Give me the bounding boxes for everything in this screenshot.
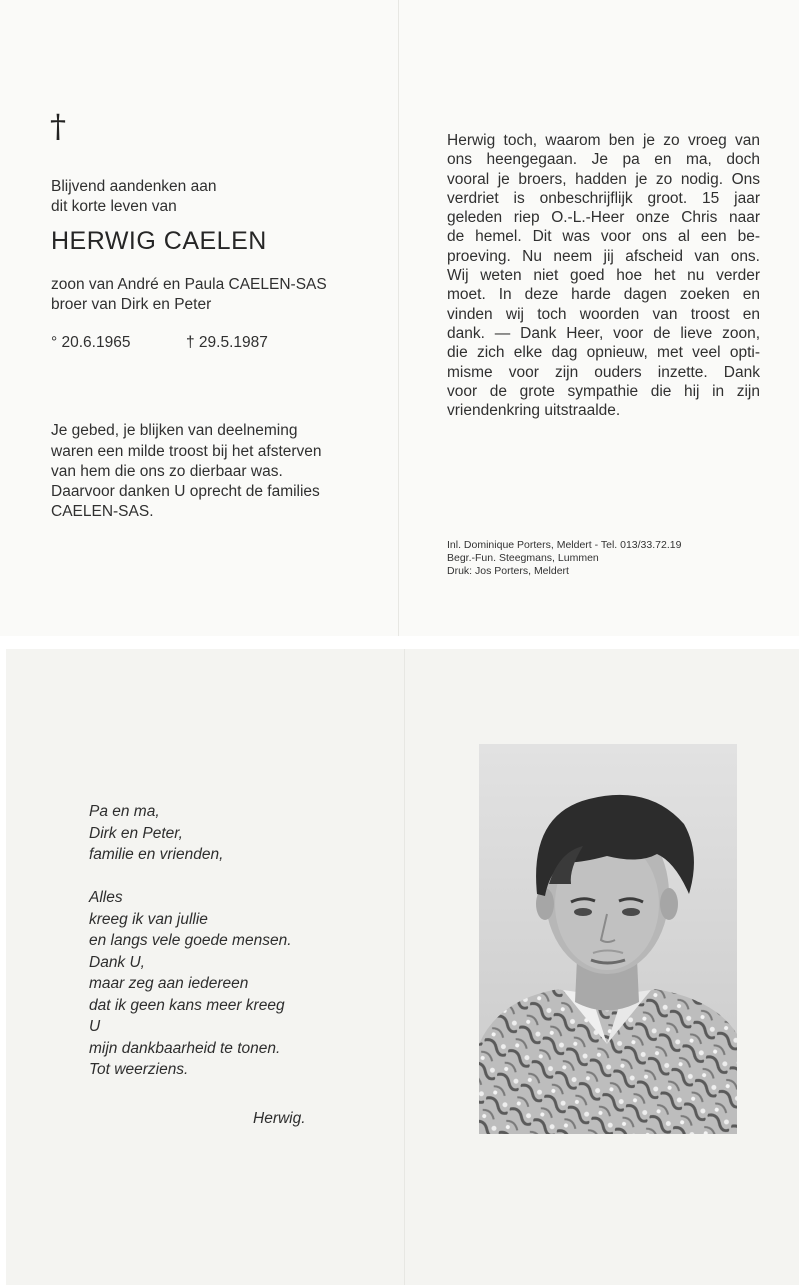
cross-icon: † [50, 107, 66, 145]
message-line: vooral je broers, hadden je zo nodig. Ons [447, 170, 760, 188]
thanks-line-5: CAELEN-SAS. [51, 503, 154, 520]
message-line: proeving. Nu neem jij afscheid van ons. [447, 247, 760, 265]
deceased-name: HERWIG CAELEN [51, 227, 267, 255]
printer-credits [447, 539, 681, 578]
farewell-poem [89, 801, 292, 1081]
poem-line: mijn dankbaarheid te tonen. [89, 1039, 281, 1057]
poem-line: kreeg ik van jullie [89, 910, 208, 928]
message-line: ons heengegaan. Je pa en ma, doch [447, 151, 760, 169]
message-line: Herwig toch, waarom ben je zo vroeg van [447, 132, 760, 149]
intro-line-1: Blijvend aandenken aan [51, 178, 217, 195]
portrait-photo [479, 744, 737, 1134]
portrait-photo-image [479, 744, 737, 1134]
poem-line: U [89, 1018, 101, 1035]
message-line: dank. — Dank Heer, voor de lieve zoon, [447, 324, 760, 342]
thanks-line-3: van hem die ons zo dierbaar was. [51, 463, 283, 480]
memorial-message [447, 131, 760, 420]
fold-line [404, 649, 405, 1285]
message-line: voor de grote sympathie die hij in zijn [447, 382, 760, 400]
message-line: Wij weten niet goed hoe het nu verder [447, 267, 760, 285]
poem-line: en langs vele goede mensen. [89, 932, 292, 949]
message-line: vriendenkring uitstraalde. [447, 402, 621, 420]
thanks-line-4: Daarvoor danken U oprecht de families [51, 483, 320, 500]
intro-line-2: dit korte leven van [51, 198, 177, 215]
poem-line: dat ik geen kans meer kreeg [89, 996, 285, 1014]
birth-date: ° 20.6.1965 [51, 334, 131, 351]
credit-line: Druk: Jos Porters, Meldert [447, 565, 569, 577]
thanks-line-2: waren een milde troost bij het afsterven [51, 443, 322, 460]
poem-line: Dank U, [89, 953, 145, 971]
message-line: moet. In deze harde dagen zoeken en [447, 286, 760, 304]
siblings-line: broer van Dirk en Peter [51, 296, 212, 313]
thanks-line-1: Je gebed, je blijken van deelneming [51, 422, 298, 439]
poem-line: Dirk en Peter, [89, 824, 183, 842]
fold-line [398, 0, 399, 636]
credit-line: Begr.-Fun. Steegmans, Lummen [447, 552, 599, 564]
parents-line: zoon van André en Paula CAELEN-SAS [51, 276, 327, 293]
poem-line: Tot weerziens. [89, 1061, 189, 1078]
message-line: misme voor zijn ouders inzette. Dank [447, 363, 760, 381]
message-line: verdriet is onbeschrijflijk groot. 15 jaar [447, 189, 760, 207]
poem-line: maar zeg aan iedereen [89, 975, 249, 992]
poem-line: familie en vrienden, [89, 846, 224, 863]
credit-line: Inl. Dominique Porters, Meldert - Tel. 013/33.72.19 [447, 539, 682, 551]
poem-line: Pa en ma, [89, 803, 160, 820]
death-date: † 29.5.1987 [186, 334, 268, 351]
message-line: vinden wij toch woorden van troost en [447, 305, 760, 323]
poem-blank-line [89, 866, 292, 888]
message-line: de hemel. Dit was voor ons al een be- [447, 228, 760, 246]
poem-line: Alles [89, 889, 123, 906]
message-line: geleden riep O.-L.-Heer onze Chris naar [447, 209, 760, 227]
signature: Herwig. [253, 1110, 306, 1127]
message-line: die zich elke dag opnieuw, met veel opti- [447, 344, 760, 362]
